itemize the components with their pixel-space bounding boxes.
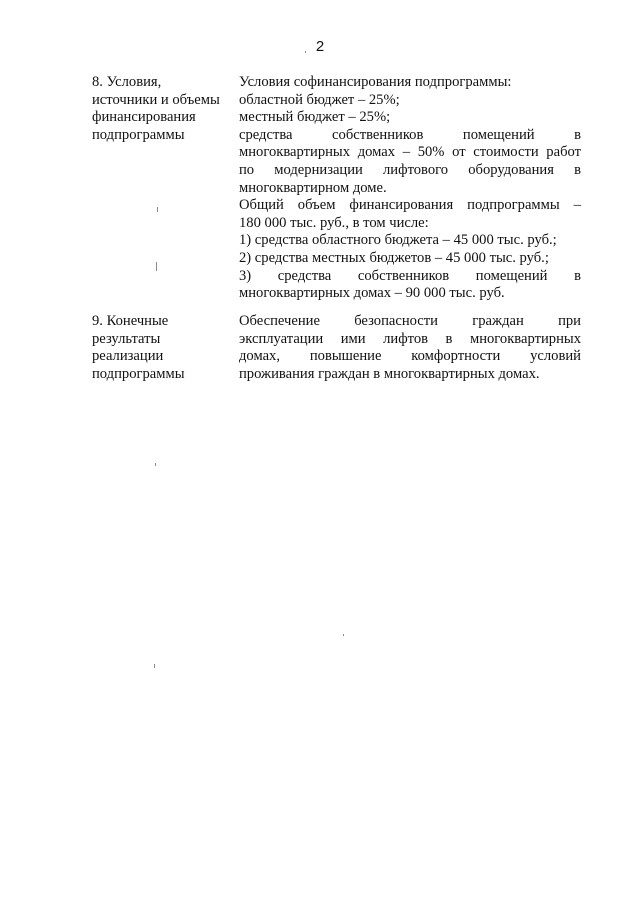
results-line: домах, повышение комфортности условий: [239, 348, 581, 365]
scan-speck: [343, 634, 344, 636]
row-heading-line: 9. Конечные: [92, 313, 169, 329]
cofinancing-title: Условия софинансирования подпрограммы:: [239, 74, 512, 90]
row-content: [239, 313, 581, 383]
scan-speck: [305, 51, 306, 53]
total-volume-line: Общий объем финансирования подпрограммы –: [239, 197, 581, 214]
owners-share-line: средства собственников помещений в: [239, 126, 581, 143]
owners-share-line: многоквартирных домах – 50% от стоимости работ: [239, 144, 581, 161]
row-heading: [92, 74, 232, 144]
results-line: проживания граждан в многоквартирных домах.: [239, 365, 540, 382]
scan-speck: [156, 262, 157, 271]
local-budget-share: местный бюджет – 25%;: [239, 109, 391, 126]
row-content: [239, 74, 581, 303]
regional-funds-item: 1) средства областного бюджета – 45 000 тыс. руб.;: [239, 232, 557, 249]
row-heading-line: реализации: [92, 348, 164, 365]
scan-speck: [154, 664, 155, 668]
scan-speck: [157, 207, 158, 212]
row-heading-line: источники и объемы: [92, 91, 220, 108]
results-line: Обеспечение безопасности граждан при: [239, 313, 581, 329]
row-heading-line: подпрограммы: [92, 365, 185, 382]
owners-funds-item: 3) средства собственников помещений в: [239, 267, 581, 284]
page-number: 2: [315, 38, 325, 55]
local-funds-item: 2) средства местных бюджетов – 45 000 тыс. руб.;: [239, 249, 549, 266]
results-line: эксплуатации ими лифтов в многоквартирных: [239, 330, 581, 347]
owners-funds-item: многоквартирных домах – 90 000 тыс. руб.: [239, 285, 505, 302]
row-heading-line: финансирования: [92, 109, 196, 126]
owners-share-line: многоквартирном доме.: [239, 179, 387, 196]
row-heading-line: 8. Условия,: [92, 74, 162, 90]
regional-budget-share: областной бюджет – 25%;: [239, 91, 400, 108]
total-volume-line: 180 000 тыс. руб., в том числе:: [239, 214, 429, 231]
row-heading-line: подпрограммы: [92, 126, 185, 143]
row-heading-line: результаты: [92, 330, 161, 347]
owners-share-line: по модернизации лифтового оборудования в: [239, 161, 581, 178]
row-heading: [92, 313, 232, 383]
scan-speck: [155, 463, 156, 466]
